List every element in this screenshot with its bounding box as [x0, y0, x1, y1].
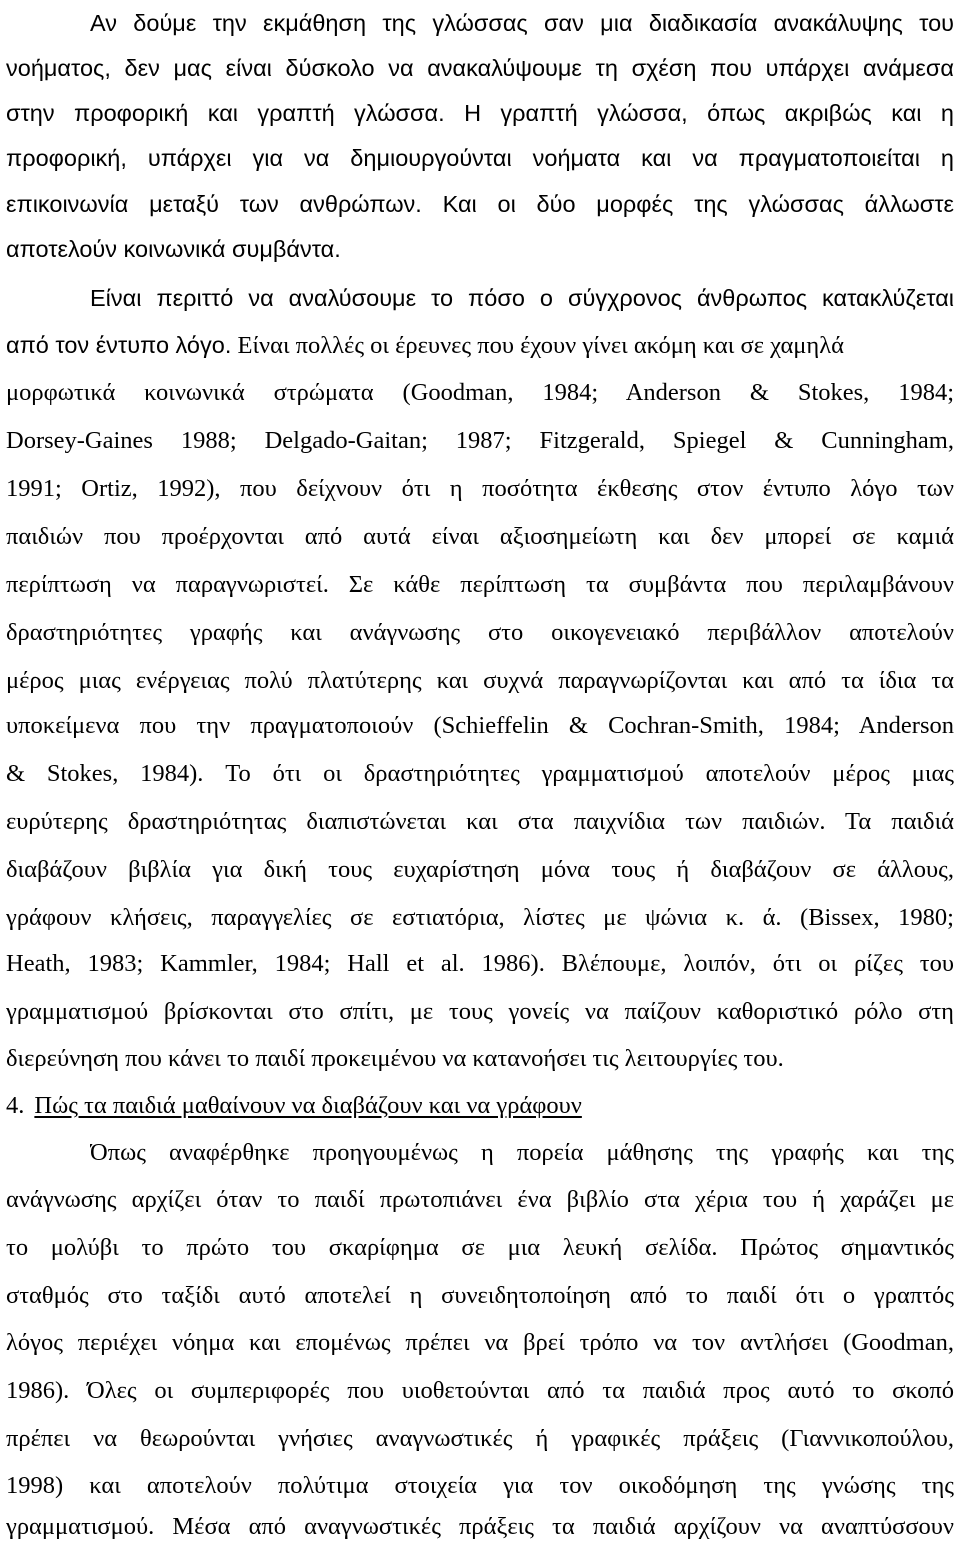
section-number: 4.: [6, 1092, 25, 1119]
text-line: το μολύβι το πρώτο του σκαρίφημα σε μια λευκή σελίδα. Πρώτος σημαντικός: [6, 1234, 954, 1261]
section-heading: [6, 1083, 954, 1129]
text-line: & Stokes, 1984). Το ότι οι δραστηριότητες γραμματισμού αποτελούν μέρος μιας: [6, 760, 954, 787]
text-line: μέρος μιας ενέργειας πολύ πλατύτερης και συχνά παραγνωρίζονται και από τα ίδια τα: [6, 667, 954, 694]
text-line: δραστηριότητες γραφής και ανάγνωσης στο οικογενειακό περιβάλλον αποτελούν: [6, 619, 954, 646]
text-line: διερεύνηση που κάνει το παιδί προκειμένου να κατανοήσει τις λειτουργίες του.: [6, 1045, 784, 1072]
text-span: Είναι πολλές οι έρευνες που έχουν γίνει ακόμη και σε χαμηλά: [237, 332, 844, 359]
text-line: λόγος περιέχει νόημα και επομένως πρέπει να βρεί τρόπο να τον αντλήσει (Goodman,: [6, 1329, 954, 1356]
text-line-mixed: [6, 322, 954, 368]
text-line: υποκείμενα που την πραγματοποιούν (Schieffelin & Cochran-Smith, 1984; Anderson: [6, 712, 954, 739]
text-line: αποτελούν κοινωνικά συμβάντα.: [6, 236, 341, 262]
text-line: επικοινωνία μεταξύ των ανθρώπων. Και οι δύο μορφές της γλώσσας άλλωστε: [6, 191, 954, 217]
text-line: Όπως αναφέρθηκε προηγουμένως η πορεία μάθησης της γραφής και της: [90, 1139, 954, 1166]
text-line: ευρύτερης δραστηριότητας διαπιστώνεται και στα παιχνίδια των παιδιών. Τα παιδιά: [6, 808, 954, 835]
text-line: παιδιών που προέρχονται από αυτά είναι αξιοσημείωτη και δεν μπορεί σε καμιά: [6, 523, 954, 550]
text-line: προφορική, υπάρχει για να δημιουργούνται νοήματα και να πραγματοποιείται η: [6, 145, 954, 171]
section-title: Πώς τα παιδιά μαθαίνουν να διαβάζουν και να γράφουν: [34, 1092, 582, 1119]
text-line: γράφουν κλήσεις, παραγγελίες σε εστιατόρια, λίστες με ψώνια κ. ά. (Bissex, 1980;: [6, 904, 954, 931]
text-line: στην προφορική και γραπτή γλώσσα. Η γραπτή γλώσσα, όπως ακριβώς και η: [6, 100, 954, 126]
text-line: Αν δούμε την εκμάθηση της γλώσσας σαν μια διαδικασία ανακάλυψης του: [90, 10, 954, 36]
text-line: νοήματος, δεν μας είναι δύσκολο να ανακαλύψουμε τη σχέση που υπάρχει ανάμεσα: [6, 55, 954, 81]
text-line: Είναι περιττό να αναλύσουμε το πόσο ο σύγχρονος άνθρωπος κατακλύζεται: [90, 285, 954, 311]
text-line: 1986). Όλες οι συμπεριφορές που υιοθετούνται από τα παιδιά προς αυτό το σκοπό: [6, 1377, 954, 1404]
text-line: διαβάζουν βιβλία για δική τους ευχαρίστηση μόνα τους ή διαβάζουν σε άλλους,: [6, 856, 954, 883]
text-line: ανάγνωσης αρχίζει όταν το παιδί πρωτοπιάνει ένα βιβλίο στα χέρια του ή χαράζει με: [6, 1186, 954, 1213]
text-line: γραμματισμού. Μέσα από αναγνωστικές πράξεις τα παιδιά αρχίζουν να αναπτύσσουν: [6, 1513, 954, 1540]
text-line: περίπτωση να παραγνωριστεί. Σε κάθε περίπτωση τα συμβάντα που περιλαμβάνουν: [6, 571, 954, 598]
text-line: πρέπει να θεωρούνται γνήσιες αναγνωστικές ή γραφικές πράξεις (Γιαννικοπούλου,: [6, 1425, 954, 1452]
text-line: Heath, 1983; Kammler, 1984; Hall et al. 1986). Βλέπουμε, λοιπόν, ότι οι ρίζες του: [6, 950, 954, 977]
text-line: μορφωτικά κοινωνικά στρώματα (Goodman, 1984; Anderson & Stokes, 1984;: [6, 379, 954, 406]
text-line: σταθμός στο ταξίδι αυτό αποτελεί η συνειδητοποίηση από το παιδί ότι ο γραπτός: [6, 1282, 954, 1309]
text-line: 1991; Ortiz, 1992), που δείχνουν ότι η ποσότητα έκθεσης στον έντυπο λόγο των: [6, 475, 954, 502]
text-span: από τον έντυπο λόγο.: [6, 332, 232, 358]
text-line: Dorsey-Gaines 1988; Delgado-Gaitan; 1987; Fitzgerald, Spiegel & Cunningham,: [6, 427, 954, 454]
text-line: γραμματισμού βρίσκονται στο σπίτι, με τους γονείς να παίζουν καθοριστικό ρόλο στη: [6, 998, 954, 1025]
text-line: 1998) και αποτελούν πολύτιμα στοιχεία για τον οικοδόμηση της γνώσης της: [6, 1472, 954, 1499]
